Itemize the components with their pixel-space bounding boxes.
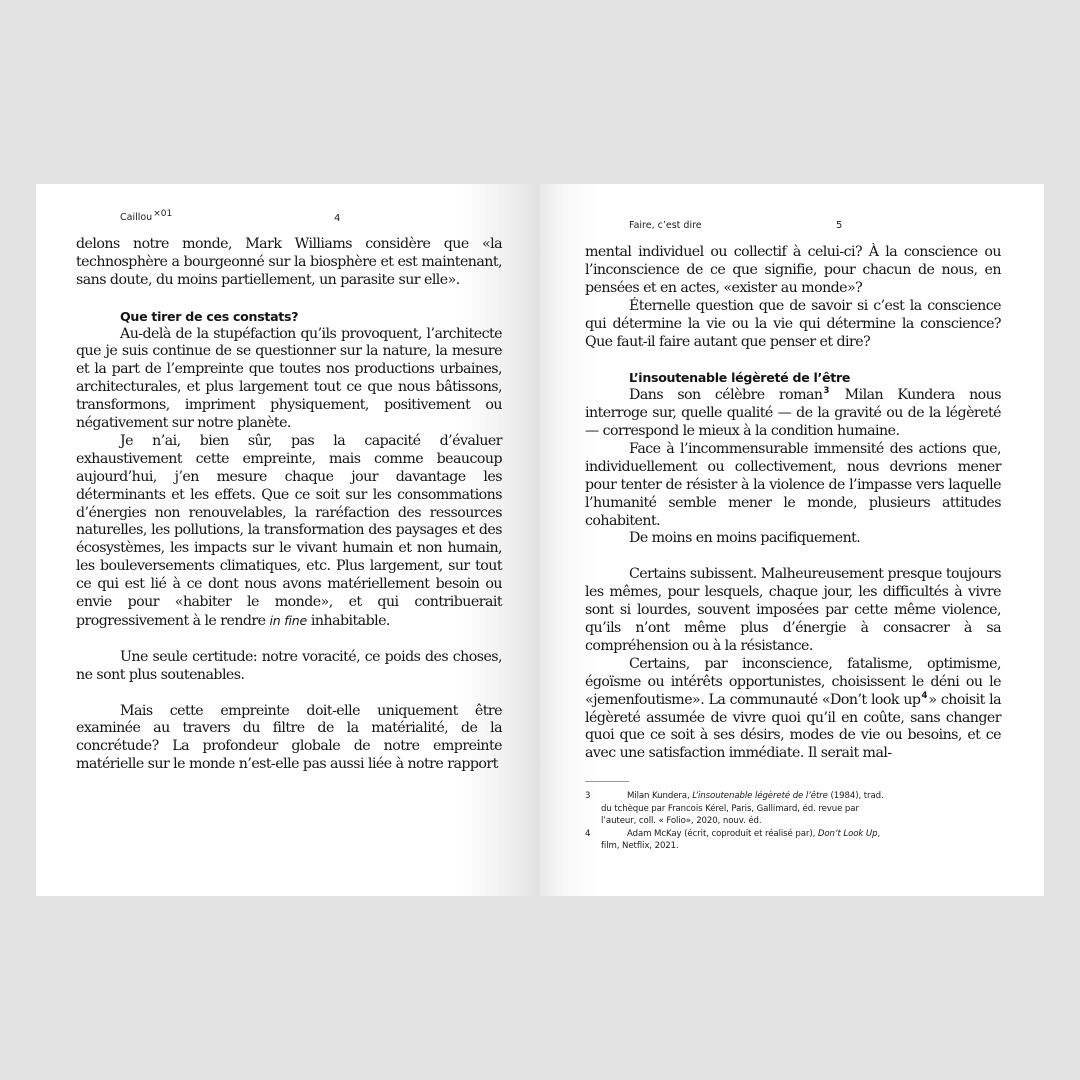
paragraph: Certains, par inconscience, fatalisme, optimisme, égoïsme ou intérêts opportunistes, choisissent le déni ou le «jemenfoutisme». La communauté «Don’t look up$^4$» choisit la légèreté assumée de vivre quoi qu’il en coûte, sans changer quoi que ce soit à ses désirs, modes de vie ou besoins, et ce avec une satisfaction immédiate. Il serait mal- bbox=[585, 655, 1002, 762]
footnote: 4 Adam McKay (écrit, coproduit et réalisé par), Don’t Look Up, film, Netflix, 2021. bbox=[585, 828, 881, 851]
footnotes bbox=[585, 790, 885, 853]
left-page bbox=[36, 184, 540, 896]
paragraph: delons notre monde, Mark Williams considère que «la technosphère a bourgeonné sur la biosphère et est maintenant, sans doute, du moins partiellement, un parasite sur elle». bbox=[76, 236, 502, 288]
page-number-left: 4 bbox=[334, 213, 341, 224]
page-number-right: 5 bbox=[836, 220, 843, 231]
footnote-ref[interactable]: 4 bbox=[921, 690, 928, 701]
running-head-right: Faire, c’est dire bbox=[629, 220, 702, 231]
right-page bbox=[540, 184, 1044, 896]
paragraph: Mais cette empreinte doit-elle uniquement être examinée au travers du filtre de la matérialité, de la concrétude? La profondeur globale de notre empreinte matérielle sur le monde n’est-elle pas aussi liée à notre rapport bbox=[76, 702, 502, 773]
italic-term: in fine bbox=[269, 613, 307, 629]
paragraph: Au-delà de la stupéfaction qu’ils provoquent, l’architecte que je suis continue de se questionner sur la nature, la mesure et la part de l’empreinte que toutes nos productions urbaines, architecturales, et plus largement tout ce que nous bâtissons, transformons, impriment physiquement, positivement ou négativement sur notre planète. bbox=[76, 325, 502, 432]
book-title: L’insoutenable légèreté de l’être bbox=[692, 791, 828, 801]
paragraph: mental individuel ou collectif à celui-ci? À la conscience ou l’inconscience de ce que signifie, pour chacun de nous, en pensées et en actes, «exister au monde»? bbox=[585, 244, 1001, 296]
film-title: Don’t Look Up bbox=[817, 828, 878, 839]
running-head-title: Caillou bbox=[120, 212, 153, 223]
left-body-text bbox=[76, 236, 502, 774]
right-body-text bbox=[585, 244, 1001, 763]
paragraph: Certains subissent. Malheureusement presque toujours les mêmes, pour lesquels, chaque jour, les difficultés à vivre sont si lourdes, souvent imposées par cette même violence, qu’ils n’ont même plus d’énergie à consacrer à sa compréhension ou à la résistance. bbox=[585, 566, 1001, 654]
paragraph: Je n’ai, bien sûr, pas la capacité d’évaluer exhaustivement cette empreinte, mais comme beaucoup aujourd’hui, j’en mesure chaque jour davantage les déterminants et les effets. Que ce soit sur les consommations d’énergies non renouvelables, la raréfaction des ressources naturelles, les pollutions, la transformation des paysages et des écosystèmes, les impacts sur le vivant humain et non humain, les bouleversements climatiques, etc. Plus largement, sur tout ce qui est lié à ce dont nous avons matériellement besoin ou envie pour «habiter le monde», et qui contribuerait progressivement à le rendre in fine inhabitable. bbox=[76, 432, 502, 630]
footnote-number: 4 bbox=[585, 828, 591, 839]
section-heading: L’insoutenable légèreté de l’être bbox=[629, 370, 851, 386]
footnote-rule bbox=[585, 781, 629, 782]
running-head-left bbox=[120, 209, 173, 223]
paragraph: Une seule certitude: notre voracité, ce poids des choses, ne sont plus soutenables. bbox=[76, 648, 502, 683]
paragraph: De moins en moins pacifiquement. bbox=[629, 530, 861, 547]
paragraph: Face à l’incommensurable immensité des actions que, individuellement ou collectivement, nous devrions mener pour tenter de résister à la violence de l’impasse vers laquelle l’humanité semble mener le monde, plusieurs attitudes cohabitent. bbox=[585, 440, 1001, 529]
footnote: 3 Milan Kundera, L’insoutenable légèreté de l’être (1984), trad. du tchèque par Francois Kérel, Paris, Gallimard, éd. revue par l’auteur, coll. « Folio», 2020, nouv. éd. bbox=[585, 791, 884, 826]
section-heading: Que tirer de ces constats? bbox=[120, 308, 299, 324]
footnote-number: 3 bbox=[585, 791, 591, 801]
issue-mark: ×01 bbox=[153, 209, 173, 219]
footnote-ref[interactable]: 3 bbox=[823, 386, 830, 397]
paragraph: Éternelle question que de savoir si c’est la conscience qui détermine la vie ou la vie qui détermine la conscience? Que faut-il faire autant que penser et dire? bbox=[585, 297, 1001, 350]
paragraph: Dans son célèbre roman$^3$ Milan Kundera nous interroge sur, quelle qualité — de la gravité ou de la légèreté — correspond le mieux à la condition humaine. bbox=[585, 386, 1001, 440]
